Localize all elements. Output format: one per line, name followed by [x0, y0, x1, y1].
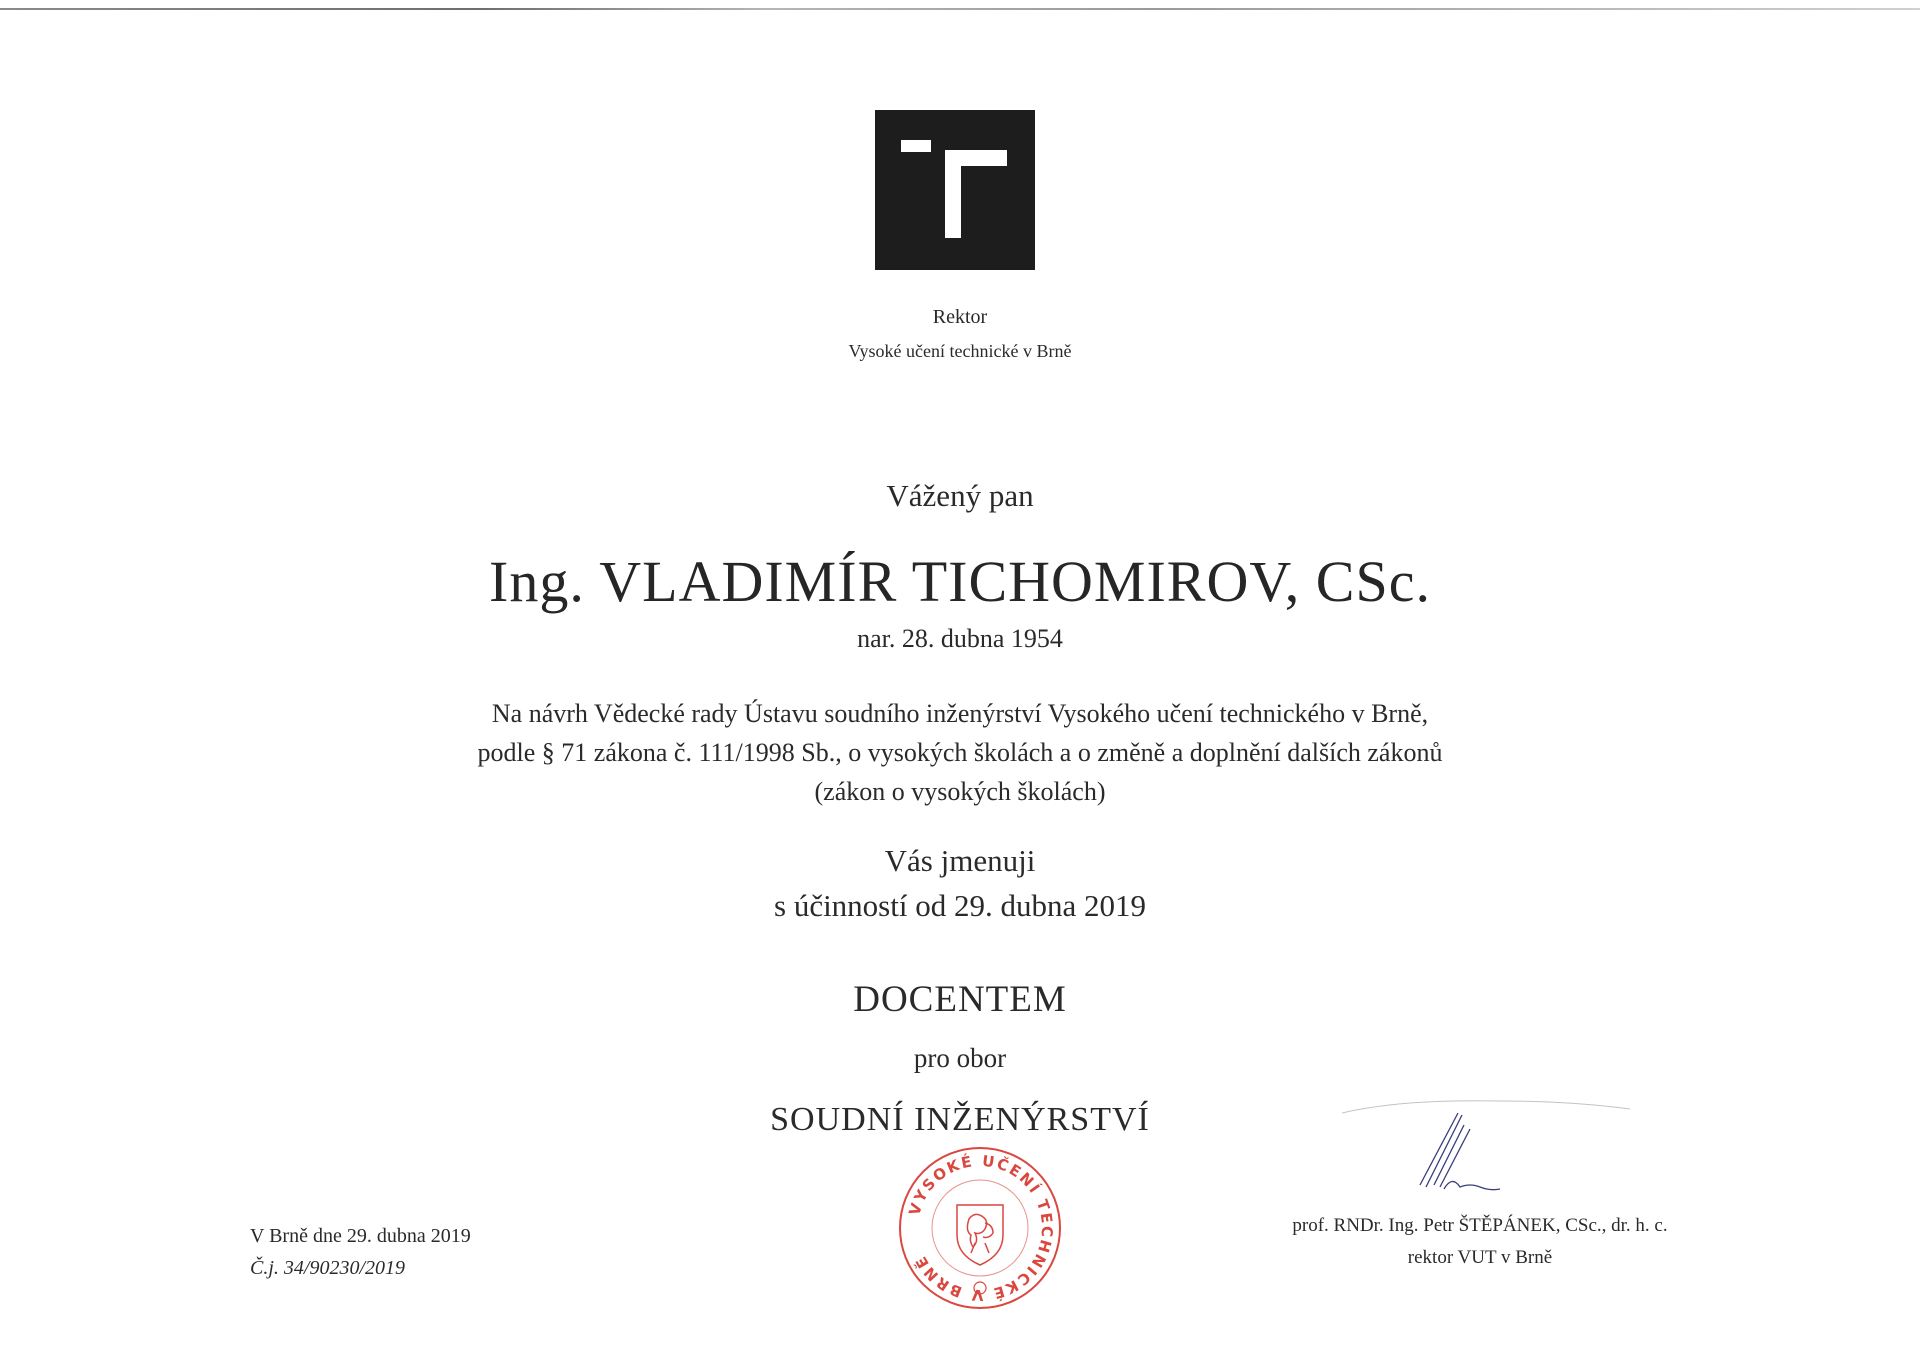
field-preposition: pro obor — [913, 1043, 1007, 1073]
reference-number: Č.j. 34/90230/2019 — [250, 1257, 406, 1279]
field-name: SOUDNÍ INŽENÝRSTVÍ — [770, 1101, 1150, 1138]
svg-text:VYSOKÉ UČENÍ TECHNICKÉ V BRNĚ: VYSOKÉ UČENÍ TECHNICKÉ V BRNĚ — [905, 1151, 1057, 1305]
legal-basis-line: podle § 71 zákona č. 111/1998 Sb., o vysokých školách a o změně a doplnění dalších zákonů — [477, 738, 1443, 767]
handwritten-signature — [1340, 1095, 1640, 1205]
appointment-statement: Vás jmenuji — [884, 843, 1036, 878]
academic-rank: DOCENTEM — [853, 979, 1067, 1020]
place-date: V Brně dne 29. dubna 2019 — [250, 1225, 471, 1247]
salutation: Vážený pan — [886, 478, 1034, 513]
legal-basis-line: Na návrh Vědecké rady Ústavu soudního inženýrství Vysokého učení technického v Brně, — [491, 699, 1429, 728]
issuer-title: Rektor — [932, 306, 988, 328]
recipient-birth: nar. 28. dubna 1954 — [857, 624, 1063, 653]
scan-edge-line — [0, 8, 1920, 10]
issue-info — [250, 1220, 471, 1284]
legal-basis-line: (zákon o vysokých školách) — [814, 777, 1106, 806]
vut-logo-icon — [875, 110, 1035, 270]
signatory-block — [1240, 1210, 1720, 1274]
czech-lion-seal-icon — [957, 1205, 1003, 1265]
issuer-institution: Vysoké učení technické v Brně — [848, 341, 1072, 361]
legal-basis — [0, 694, 1920, 811]
signatory-name: prof. RNDr. Ing. Petr ŠTĚPÁNEK, CSc., dr. h. c. — [1292, 1215, 1668, 1236]
signatory-role: rektor VUT v Brně — [1407, 1247, 1553, 1268]
effective-date: s účinností od 29. dubna 2019 — [774, 888, 1146, 923]
recipient-name: Ing. VLADIMÍR TICHOMIROV, CSc. — [489, 549, 1431, 614]
university-seal — [895, 1143, 1065, 1313]
